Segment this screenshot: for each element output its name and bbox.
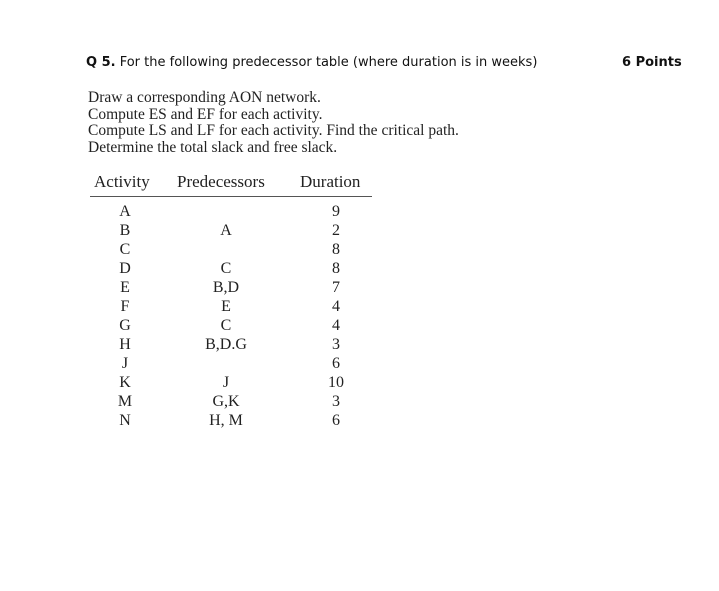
header-predecessors: Predecessors	[177, 172, 265, 191]
table-row	[90, 316, 372, 335]
predecessors-cell: C	[220, 317, 232, 334]
activity-cell: N	[119, 412, 131, 429]
table-body	[90, 202, 372, 430]
header-duration: Duration	[300, 172, 361, 191]
activity-cell: A	[119, 203, 131, 220]
predecessors-cell: J	[222, 374, 230, 391]
activity-cell: M	[117, 393, 133, 410]
duration-cell: 2	[332, 222, 340, 239]
duration-cell: 3	[332, 336, 340, 353]
predecessors-cell: G,K	[212, 393, 240, 410]
activity-cell: B	[119, 222, 131, 239]
duration-cell: 4	[332, 317, 340, 334]
activity-cell: C	[119, 241, 131, 258]
activity-cell: J	[121, 355, 129, 372]
points-label: 6 Points	[622, 55, 682, 70]
instruction-line: Compute LS and LF for each activity. Find the critical path.	[88, 122, 459, 139]
table-row	[90, 335, 372, 354]
duration-cell: 6	[332, 355, 340, 372]
duration-cell: 8	[332, 260, 340, 277]
duration-cell: 3	[332, 393, 340, 410]
question-heading	[86, 55, 537, 70]
instruction-line: Compute ES and EF for each activity.	[88, 105, 323, 123]
duration-cell: 9	[332, 203, 340, 220]
predecessors-cell: B,D	[212, 279, 240, 296]
duration-cell: 6	[332, 412, 340, 429]
table-row	[90, 411, 372, 430]
table-header	[90, 172, 372, 197]
activity-cell: H	[119, 336, 131, 353]
activity-cell: E	[120, 279, 130, 296]
instructions-block	[88, 90, 459, 156]
duration-cell: 8	[332, 241, 340, 258]
activity-cell: F	[120, 298, 130, 315]
duration-cell: 10	[328, 374, 344, 391]
table-row	[90, 354, 372, 373]
predecessor-table	[90, 172, 372, 430]
activity-cell: K	[119, 374, 131, 391]
activity-cell: D	[119, 260, 131, 277]
predecessors-cell: C	[220, 260, 232, 277]
instruction-line: Draw a corresponding AON network.	[88, 89, 321, 106]
question-number: Q 5.	[86, 55, 116, 70]
table-row	[90, 202, 372, 221]
header-activity: Activity	[94, 172, 150, 191]
activity-cell: G	[119, 317, 131, 334]
table-row	[90, 221, 372, 240]
instruction-line: Determine the total slack and free slack.	[88, 138, 338, 156]
predecessors-cell: E	[221, 298, 231, 315]
predecessors-cell: B,D.G	[205, 336, 247, 353]
predecessors-cell: H, M	[209, 412, 243, 429]
table-row	[90, 297, 372, 316]
table-row	[90, 392, 372, 411]
table-row	[90, 278, 372, 297]
table-row	[90, 373, 372, 392]
table-row	[90, 259, 372, 278]
duration-cell: 7	[332, 279, 340, 296]
duration-cell: 4	[332, 298, 340, 315]
predecessors-cell: A	[220, 222, 232, 239]
table-row	[90, 240, 372, 259]
question-text: For the following predecessor table (where duration is in weeks)	[119, 55, 538, 70]
